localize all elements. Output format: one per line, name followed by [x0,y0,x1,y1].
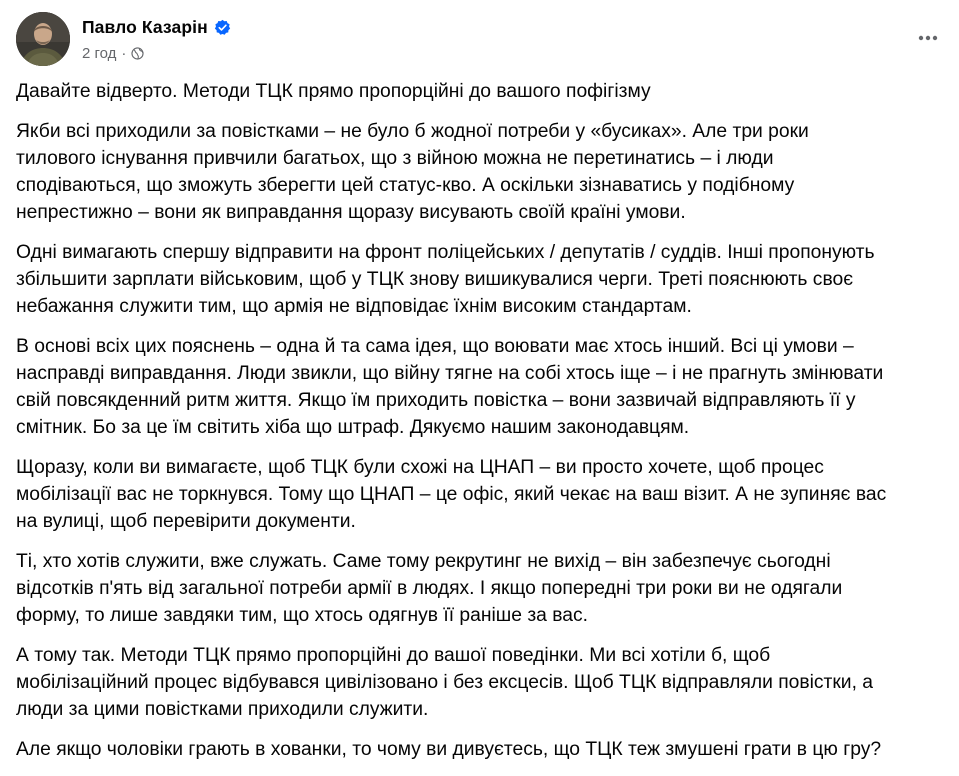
author-name[interactable]: Павло Казарін [82,16,208,37]
post-paragraph-2: Якби всі приходили за повістками – не було б жодної потреби у «бусиках». Але три роки тилового існування привчили багатьох, що з війною можна не перетинатись – і люди сподіваються, що зможуть зберегти цей статус-кво. А оскільки зізнаватись у подібному непрестижно – вони як виправдання щоразу висувають своїй країні умови. [16,121,809,223]
post-timestamp[interactable]: 2 год [82,44,117,62]
avatar-photo [16,12,70,66]
verified-badge-icon [214,19,231,36]
post-text [16,78,946,776]
post-meta [82,42,231,64]
post-paragraph-1: Давайте відверто. Методи ТЦК прямо пропорційні до вашого пофігізму [16,81,651,102]
more-horizontal-icon [916,26,940,50]
more-options-button[interactable] [910,20,946,56]
post-paragraph-7: А тому так. Методи ТЦК прямо пропорційні до вашої поведінки. Ми всі хотіли б, щоб мобілізаційний процес відбувався цивілізовано і без ексцесів. Щоб ТЦК відправляли повістки, а люди за цими повістками приходили служити. [16,645,874,720]
post-paragraph-6: Ті, хто хотів служити, вже служать. Саме тому рекрутинг не вихід – він забезпечує сьогодні відсотків п'ять від загальної потреби армії в людях. І якщо попередні три роки ви не одягали форму, то лише завдяки тим, що хтось одягнув її раніше за вас. [16,551,843,626]
post-paragraph-3: Одні вимагають спершу відправити на фронт поліцейських / депутатів / суддів. Інші пропонують збільшити зарплати військовим, щоб у ТЦК знову вишикувалися черги. Треті пояснюють своє небажання служити тим, що армія не відповідає їхнім високим стандартам. [16,242,875,317]
post-paragraph-4: В основі всіх цих пояснень – одна й та сама ідея, що воювати має хтось інший. Всі ці умови – насправді виправдання. Люди звикли, що війну тягне на собі хтось іще – і не прагнуть змінювати свій повсякденний ритм життя. Якщо їм приходить повістка – вони зазвичай відправляють її у смітник. Бо за це їм світить хіба що штраф. Дякуємо нашим законодавцям. [16,336,884,438]
globe-icon[interactable] [131,47,144,60]
author-row [82,14,231,40]
author-avatar[interactable] [16,12,70,66]
meta-separator: · [121,44,127,62]
author-block [82,14,231,64]
post-paragraph-8: Але якщо чоловіки грають в хованки, то чому ви дивуєтесь, що ТЦК теж змушені грати в цю гру? [16,739,882,760]
post-paragraph-5: Щоразу, коли ви вимагаєте, щоб ТЦК були схожі на ЦНАП – ви просто хочете, щоб процес мобілізації вас не торкнувся. Тому що ЦНАП – це офіс, який чекає на ваш візит. А не зупиняє вас на вулиці, щоб перевірити документи. [16,457,887,532]
post-header [16,12,946,68]
